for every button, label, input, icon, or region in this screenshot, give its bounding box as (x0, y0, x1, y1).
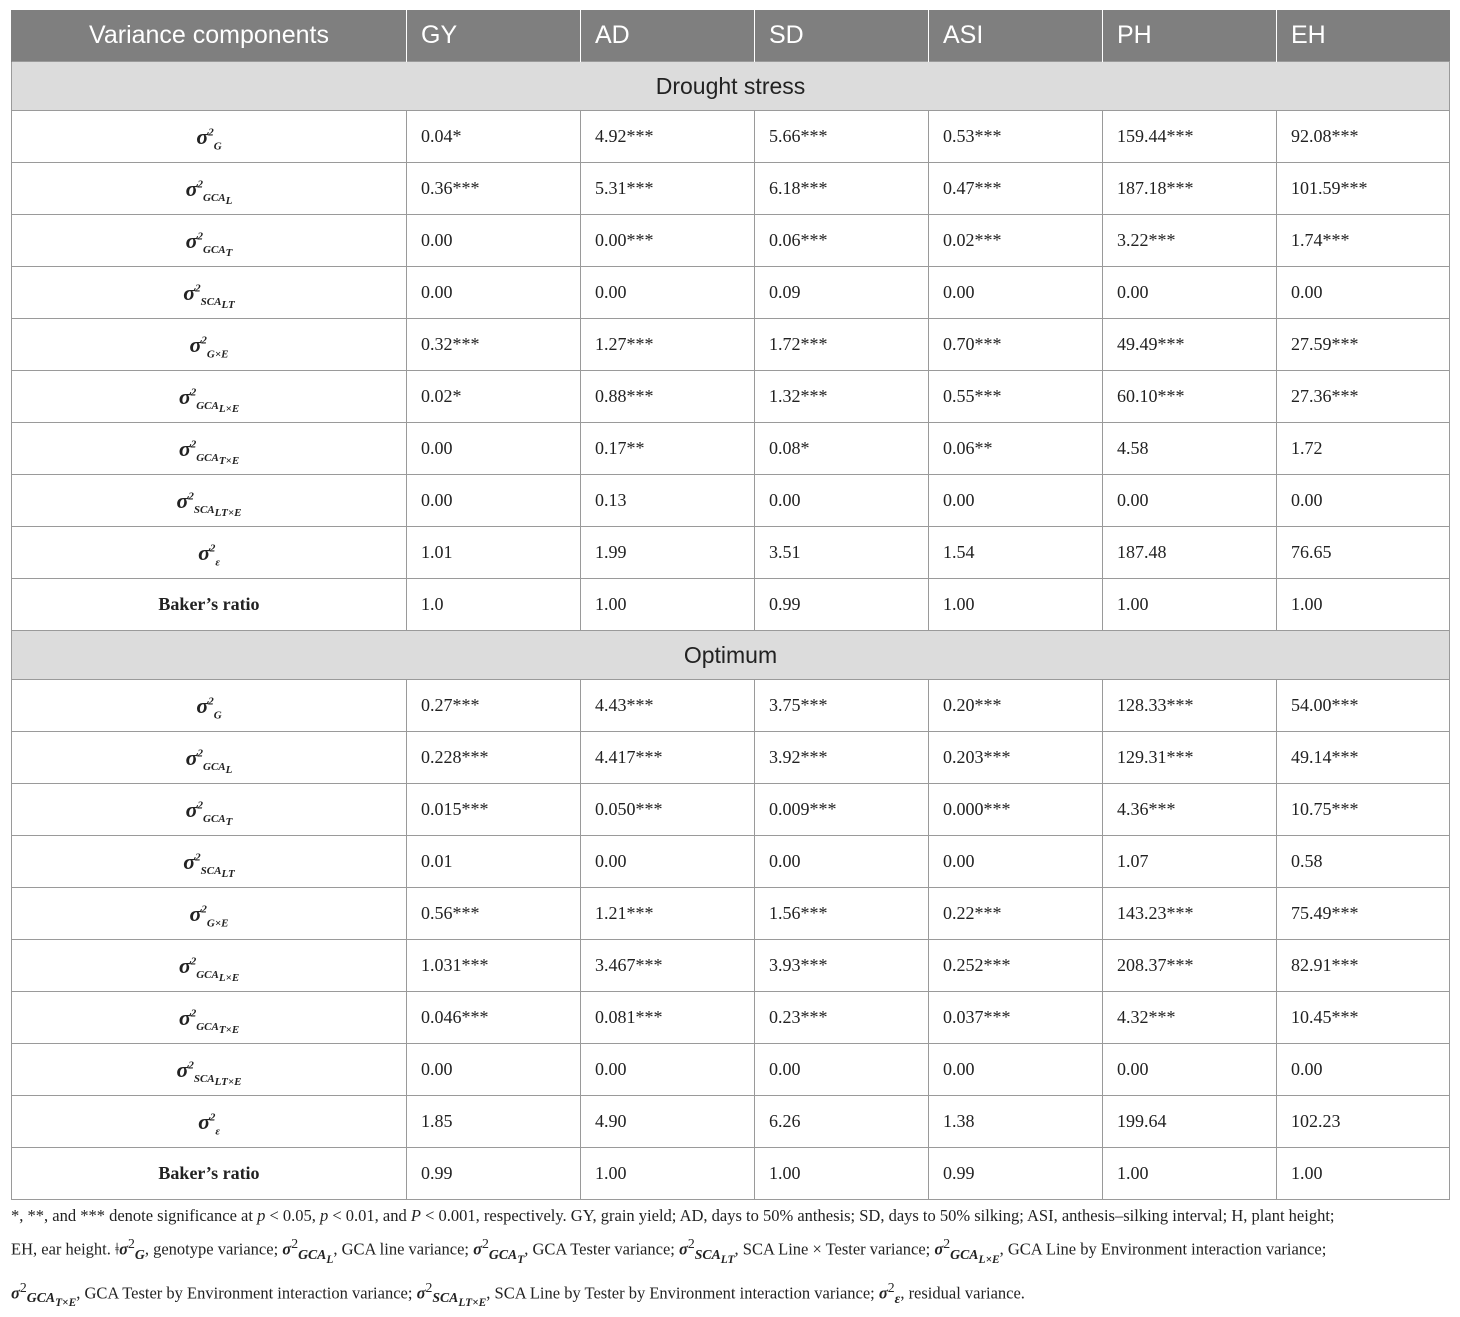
value-cell: 0.00 (581, 836, 755, 888)
sigma-squared-symbol: $\sigma^2_{GCA_{L\times E}}$ (178, 383, 240, 416)
value-cell: 129.31*** (1103, 732, 1277, 784)
value-cell: 1.00 (581, 1148, 755, 1200)
value-cell: 159.44*** (1103, 111, 1277, 163)
header-eh: EH (1277, 10, 1450, 62)
value-cell: 0.99 (407, 1148, 581, 1200)
value-cell: 0.88*** (581, 371, 755, 423)
value-cell: 0.00 (407, 423, 581, 475)
value-cell: 0.00 (581, 1044, 755, 1096)
value-cell: 1.32*** (755, 371, 929, 423)
value-cell: 5.66*** (755, 111, 929, 163)
value-cell: 0.00 (1277, 267, 1450, 319)
value-cell: 92.08*** (1277, 111, 1450, 163)
value-cell: 1.72 (1277, 423, 1450, 475)
value-cell: 1.00 (755, 1148, 929, 1200)
table-row (12, 163, 1450, 215)
table-row (12, 215, 1450, 267)
value-cell: 1.00 (1103, 579, 1277, 631)
value-cell: 4.43*** (581, 680, 755, 732)
value-cell: 143.23*** (1103, 888, 1277, 940)
sigma-squared-symbol: $\sigma^2_{GCA_L}$ (185, 175, 233, 208)
value-cell: 0.99 (755, 579, 929, 631)
section-title: Optimum (12, 631, 1450, 680)
value-cell: 3.467*** (581, 940, 755, 992)
value-cell: 0.01 (407, 836, 581, 888)
value-cell: 1.00 (1103, 1148, 1277, 1200)
value-cell: 0.00 (755, 1044, 929, 1096)
value-cell: 0.08* (755, 423, 929, 475)
value-cell: 0.009*** (755, 784, 929, 836)
table-row (12, 371, 1450, 423)
value-cell: 3.51 (755, 527, 929, 579)
sigma-squared-symbol: $\sigma^2_{SCA_{LT}}$ (183, 848, 235, 881)
value-cell: 0.00 (407, 1044, 581, 1096)
value-cell: 0.00 (929, 267, 1103, 319)
sigma-squared-symbol: $\sigma^2_\varepsilon$ (198, 539, 220, 568)
bakers-ratio-row (12, 579, 1450, 631)
value-cell: 0.00 (1277, 475, 1450, 527)
value-cell: 0.046*** (407, 992, 581, 1044)
value-cell: 0.06*** (755, 215, 929, 267)
value-cell: 0.00 (407, 215, 581, 267)
value-cell: 1.27*** (581, 319, 755, 371)
value-cell: 187.18*** (1103, 163, 1277, 215)
header-ph: PH (1103, 10, 1277, 62)
value-cell: 0.00 (929, 1044, 1103, 1096)
variance-symbol (12, 475, 407, 527)
value-cell: 1.74*** (1277, 215, 1450, 267)
sigma-squared-symbol: $\sigma^2_\varepsilon$ (198, 1108, 220, 1137)
value-cell: 102.23 (1277, 1096, 1450, 1148)
value-cell: 5.31*** (581, 163, 755, 215)
value-cell: 49.49*** (1103, 319, 1277, 371)
variance-symbol (12, 319, 407, 371)
bakers-ratio-label: Baker’s ratio (12, 1148, 407, 1200)
value-cell: 1.99 (581, 527, 755, 579)
variance-symbol (12, 111, 407, 163)
value-cell: 1.07 (1103, 836, 1277, 888)
table-row (12, 527, 1450, 579)
value-cell: 208.37*** (1103, 940, 1277, 992)
value-cell: 0.00 (1277, 1044, 1450, 1096)
table-row (12, 784, 1450, 836)
value-cell: 199.64 (1103, 1096, 1277, 1148)
footnote-line-3: $\sigma^2_{GCA_{T\times E}}$, GCA Tester by Environment interaction variance; $\sigma^2_{SCA_{LT\times E}}$, SCA Line by Tester by Environment interaction variance; $\sigma^2_\varepsilon$, residual variance. (11, 1279, 1025, 1310)
value-cell: 3.75*** (755, 680, 929, 732)
table-container (11, 10, 1449, 1200)
value-cell: 3.92*** (755, 732, 929, 784)
variance-symbol (12, 371, 407, 423)
value-cell: 187.48 (1103, 527, 1277, 579)
value-cell: 4.58 (1103, 423, 1277, 475)
header-ad: AD (581, 10, 755, 62)
value-cell: 0.23*** (755, 992, 929, 1044)
value-cell: 0.22*** (929, 888, 1103, 940)
sigma-squared-symbol: $\sigma^2_{SCA_{LT\times E}}$ (176, 487, 242, 520)
sigma-squared-symbol: $\sigma^2_G$ (196, 692, 222, 721)
table-row (12, 680, 1450, 732)
value-cell: 1.00 (929, 579, 1103, 631)
table-row (12, 836, 1450, 888)
table-row (12, 732, 1450, 784)
header-row (12, 10, 1450, 62)
value-cell: 0.17** (581, 423, 755, 475)
table-footnote (11, 1202, 1449, 1317)
value-cell: 1.85 (407, 1096, 581, 1148)
table-row (12, 319, 1450, 371)
value-cell: 0.13 (581, 475, 755, 527)
value-cell: 27.36*** (1277, 371, 1450, 423)
value-cell: 4.417*** (581, 732, 755, 784)
table-row (12, 423, 1450, 475)
value-cell: 0.228*** (407, 732, 581, 784)
table-row (12, 1096, 1450, 1148)
sigma-squared-symbol: $\sigma^2_{SCA_{LT}}$ (183, 279, 235, 312)
variance-symbol (12, 784, 407, 836)
value-cell: 76.65 (1277, 527, 1450, 579)
value-cell: 3.22*** (1103, 215, 1277, 267)
value-cell: 1.54 (929, 527, 1103, 579)
value-cell: 0.252*** (929, 940, 1103, 992)
variance-symbol (12, 732, 407, 784)
value-cell: 0.00 (1103, 475, 1277, 527)
value-cell: 4.36*** (1103, 784, 1277, 836)
value-cell: 1.00 (581, 579, 755, 631)
value-cell: 4.32*** (1103, 992, 1277, 1044)
sigma-squared-symbol: $\sigma^2_{GCA_L}$ (185, 744, 233, 777)
variance-symbol (12, 836, 407, 888)
header-variance-components: Variance components (12, 10, 407, 62)
value-cell: 0.015*** (407, 784, 581, 836)
value-cell: 0.050*** (581, 784, 755, 836)
section-row (12, 62, 1450, 111)
variance-symbol (12, 267, 407, 319)
value-cell: 6.26 (755, 1096, 929, 1148)
value-cell: 0.20*** (929, 680, 1103, 732)
table-body (12, 62, 1450, 1200)
variance-symbol (12, 215, 407, 267)
value-cell: 0.06** (929, 423, 1103, 475)
value-cell: 0.00 (755, 836, 929, 888)
table-row (12, 888, 1450, 940)
value-cell: 0.00*** (581, 215, 755, 267)
value-cell: 0.53*** (929, 111, 1103, 163)
variance-symbol (12, 992, 407, 1044)
variance-symbol (12, 527, 407, 579)
value-cell: 0.70*** (929, 319, 1103, 371)
value-cell: 0.55*** (929, 371, 1103, 423)
value-cell: 0.04* (407, 111, 581, 163)
value-cell: 0.000*** (929, 784, 1103, 836)
value-cell: 0.36*** (407, 163, 581, 215)
value-cell: 0.00 (929, 475, 1103, 527)
bakers-ratio-row (12, 1148, 1450, 1200)
value-cell: 0.00 (407, 267, 581, 319)
value-cell: 1.72*** (755, 319, 929, 371)
variance-symbol (12, 680, 407, 732)
variance-components-table (11, 10, 1450, 1200)
value-cell: 0.56*** (407, 888, 581, 940)
sigma-squared-symbol: $\sigma^2_{G\times E}$ (189, 900, 229, 929)
value-cell: 0.00 (929, 836, 1103, 888)
variance-symbol (12, 1096, 407, 1148)
sigma-squared-symbol: $\sigma^2_{G\times E}$ (189, 331, 229, 360)
sigma-squared-symbol: $\sigma^2_{GCA_{L\times E}}$ (178, 952, 240, 985)
value-cell: 4.90 (581, 1096, 755, 1148)
value-cell: 1.00 (1277, 1148, 1450, 1200)
footnote-line-2: EH, ear height. $ǂ\sigma^2_G$, genotype variance; $\sigma^2_{GCA_L}$, GCA line variance; $\sigma^2_{GCA_T}$, GCA Tester variance; $\sigma^2_{SCA_{LT}}$, SCA Line × Tester variance; $\sigma^2_{GCA_{L\times E}}$, GCA Line by Environment interaction variance; (11, 1236, 1327, 1266)
table-row (12, 940, 1450, 992)
footnote-line-1: *, **, and *** denote significance at p < 0.05, p < 0.01, and P < 0.001, respectively. GY, grain yield; AD, days to 50% anthesis; SD, days to 50% silking; ASI, anthesis–silking interval; H, plant height; (11, 1206, 1335, 1225)
header-sd: SD (755, 10, 929, 62)
variance-symbol (12, 940, 407, 992)
sigma-squared-symbol: $\sigma^2_{GCA_T}$ (185, 796, 233, 829)
value-cell: 0.00 (1103, 1044, 1277, 1096)
header-asi: ASI (929, 10, 1103, 62)
value-cell: 0.58 (1277, 836, 1450, 888)
value-cell: 0.02* (407, 371, 581, 423)
table-row (12, 267, 1450, 319)
value-cell: 128.33*** (1103, 680, 1277, 732)
value-cell: 0.99 (929, 1148, 1103, 1200)
header-gy: GY (407, 10, 581, 62)
table-row (12, 992, 1450, 1044)
value-cell: 0.00 (581, 267, 755, 319)
value-cell: 10.75*** (1277, 784, 1450, 836)
section-title: Drought stress (12, 62, 1450, 111)
value-cell: 1.031*** (407, 940, 581, 992)
value-cell: 0.47*** (929, 163, 1103, 215)
sigma-squared-symbol: $\sigma^2_{GCA_{T\times E}}$ (178, 435, 240, 468)
sigma-squared-symbol: $\sigma^2_{GCA_T}$ (185, 227, 233, 260)
sigma-squared-symbol: $\sigma^2_{SCA_{LT\times E}}$ (176, 1056, 242, 1089)
value-cell: 0.00 (407, 475, 581, 527)
variance-symbol (12, 1044, 407, 1096)
value-cell: 0.00 (1103, 267, 1277, 319)
value-cell: 54.00*** (1277, 680, 1450, 732)
value-cell: 0.32*** (407, 319, 581, 371)
value-cell: 4.92*** (581, 111, 755, 163)
value-cell: 101.59*** (1277, 163, 1450, 215)
value-cell: 1.56*** (755, 888, 929, 940)
variance-symbol (12, 423, 407, 475)
value-cell: 27.59*** (1277, 319, 1450, 371)
sigma-squared-symbol: $\sigma^2_{GCA_{T\times E}}$ (178, 1004, 240, 1037)
variance-symbol (12, 888, 407, 940)
value-cell: 6.18*** (755, 163, 929, 215)
value-cell: 3.93*** (755, 940, 929, 992)
table-row (12, 1044, 1450, 1096)
table-row (12, 111, 1450, 163)
value-cell: 82.91*** (1277, 940, 1450, 992)
value-cell: 1.21*** (581, 888, 755, 940)
value-cell: 0.09 (755, 267, 929, 319)
value-cell: 0.00 (755, 475, 929, 527)
value-cell: 75.49*** (1277, 888, 1450, 940)
value-cell: 1.0 (407, 579, 581, 631)
value-cell: 1.01 (407, 527, 581, 579)
value-cell: 0.27*** (407, 680, 581, 732)
value-cell: 0.037*** (929, 992, 1103, 1044)
table-row (12, 475, 1450, 527)
value-cell: 0.203*** (929, 732, 1103, 784)
value-cell: 49.14*** (1277, 732, 1450, 784)
value-cell: 10.45*** (1277, 992, 1450, 1044)
value-cell: 0.081*** (581, 992, 755, 1044)
value-cell: 1.38 (929, 1096, 1103, 1148)
value-cell: 0.02*** (929, 215, 1103, 267)
sigma-squared-symbol: $\sigma^2_G$ (196, 123, 222, 152)
value-cell: 1.00 (1277, 579, 1450, 631)
bakers-ratio-label: Baker’s ratio (12, 579, 407, 631)
section-row (12, 631, 1450, 680)
value-cell: 60.10*** (1103, 371, 1277, 423)
variance-symbol (12, 163, 407, 215)
